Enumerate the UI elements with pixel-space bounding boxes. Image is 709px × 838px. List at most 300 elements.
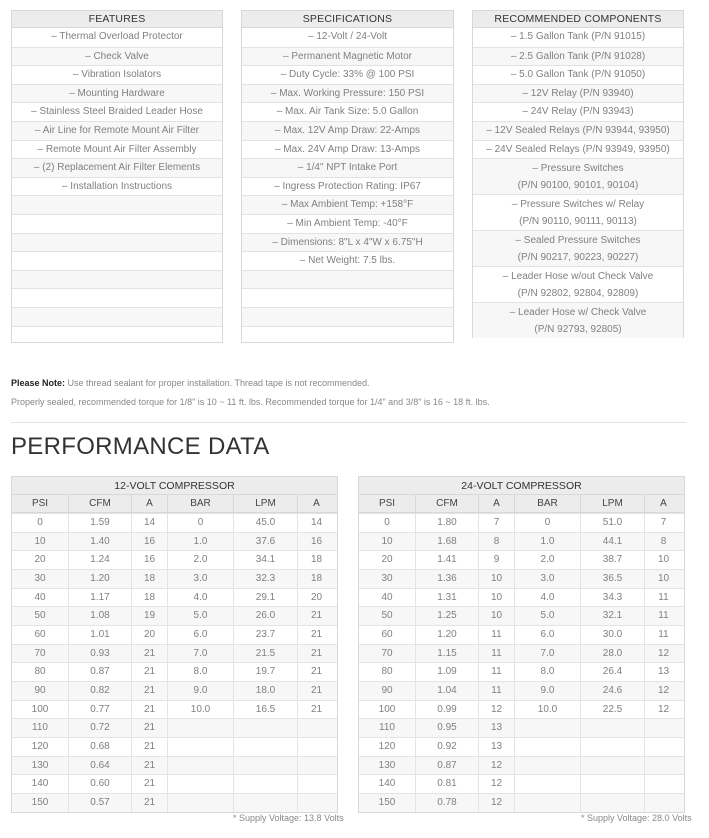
list-item (242, 288, 453, 307)
table-row (12, 662, 337, 681)
table-cell (233, 775, 297, 793)
table-cell: 130 (378, 759, 396, 771)
column-header: PSI (378, 498, 396, 509)
list-item: – Installation Instructions (12, 177, 222, 196)
table-cell: 10 (644, 570, 682, 588)
column-header: LPM (580, 495, 644, 512)
table-cell (644, 775, 682, 793)
table-row (12, 606, 337, 625)
table-row (359, 569, 684, 588)
table-cell: 130 (31, 759, 49, 771)
list-item (12, 270, 222, 289)
component-part-numbers: (P/N 92793, 92805) (534, 324, 622, 336)
table-cell: 1.59 (68, 514, 131, 532)
table-cell: 0.82 (68, 682, 131, 700)
table-cell: 11 (478, 626, 514, 644)
table-cell: 10 (478, 607, 514, 625)
list-item: – Min Ambient Temp: -40°F (242, 214, 453, 233)
table-cell: 12 (478, 794, 514, 812)
table-cell: 21 (297, 701, 335, 719)
table-cell: 20 (381, 554, 393, 566)
table-cell (514, 738, 580, 756)
table-cell: 60 (34, 628, 46, 640)
table-cell (297, 757, 335, 775)
table-cell: 13 (644, 663, 682, 681)
table-cell: 16.5 (233, 701, 297, 719)
list-item (473, 194, 683, 230)
table-cell: 4.0 (167, 589, 233, 607)
table-cell: 9 (478, 551, 514, 569)
table-row (12, 681, 337, 700)
table-cell: 1.25 (415, 607, 478, 625)
table-row (12, 644, 337, 663)
table-cell: 0.78 (415, 794, 478, 812)
table-cell: 18.0 (233, 682, 297, 700)
table-cell: 2.0 (514, 551, 580, 569)
table-cell: 1.80 (415, 514, 478, 532)
table-cell (167, 775, 233, 793)
list-item: – Max. Air Tank Size: 5.0 Gallon (242, 102, 453, 121)
table-cell: 0.87 (415, 757, 478, 775)
table-cell: 19 (131, 607, 167, 625)
table-cell: 11 (644, 626, 682, 644)
list-item: – Stainless Steel Braided Leader Hose (12, 102, 222, 121)
table-cell: 44.1 (580, 533, 644, 551)
table-cell (514, 794, 580, 812)
list-item: – Max. 12V Amp Draw: 22-Amps (242, 121, 453, 140)
table-cell (297, 738, 335, 756)
table-cell: 10 (644, 551, 682, 569)
table-cell: 9.0 (167, 682, 233, 700)
table-cell: 1.68 (415, 533, 478, 551)
table-cell: 0 (384, 517, 390, 528)
table-cell: 23.7 (233, 626, 297, 644)
table-row (359, 756, 684, 775)
table-cell: 12 (478, 701, 514, 719)
table-cell: 51.0 (580, 514, 644, 532)
list-item (473, 266, 683, 302)
torque-note: Properly sealed, recommended torque for 1/8" is 10 ~ 11 ft. lbs. Recommended torque for 1/4" and 3/8" is 16 ~ 18 ft. lbs. (11, 397, 490, 407)
list-item (12, 251, 222, 270)
table-cell: 10.0 (167, 701, 233, 719)
table-row (359, 550, 684, 569)
table-cell: 2.0 (167, 551, 233, 569)
table-row (359, 737, 684, 756)
component-name: – 24V Relay (P/N 93943) (522, 106, 634, 118)
table-cell: 18 (297, 551, 335, 569)
table-cell: 32.1 (580, 607, 644, 625)
list-item (473, 158, 683, 194)
table-cell: 37.6 (233, 533, 297, 551)
table-cell: 30.0 (580, 626, 644, 644)
table-cell: 8 (644, 533, 682, 551)
table-cell (644, 719, 682, 737)
table-cell: 150 (378, 796, 396, 808)
list-item (473, 230, 683, 266)
table-cell: 0 (167, 514, 233, 532)
list-item (12, 195, 222, 214)
table-cell: 36.5 (580, 570, 644, 588)
table-cell: 0.93 (68, 645, 131, 663)
table-cell: 1.24 (68, 551, 131, 569)
features-table (11, 10, 223, 343)
table-cell: 40 (34, 591, 46, 603)
list-item: – Thermal Overload Protector (51, 31, 183, 42)
column-header: BAR (514, 495, 580, 512)
list-item (242, 326, 453, 345)
table-cell: 10 (478, 570, 514, 588)
list-item (12, 307, 222, 326)
table-cell (297, 775, 335, 793)
table-cell: 21 (131, 645, 167, 663)
table-cell: 0.95 (415, 719, 478, 737)
table-cell: 1.17 (68, 589, 131, 607)
table-cell: 20 (131, 626, 167, 644)
column-header: CFM (68, 495, 131, 512)
table-cell: 140 (31, 778, 49, 790)
table-cell: 30 (381, 572, 393, 584)
table-cell: 24.6 (580, 682, 644, 700)
list-item: – Permanent Magnetic Motor (242, 47, 453, 66)
table-cell: 21 (297, 682, 335, 700)
table-row (12, 756, 337, 775)
list-item (12, 233, 222, 252)
table-cell: 50 (381, 610, 393, 622)
table-cell: 10 (34, 535, 46, 547)
component-name: – Pressure Switches (532, 163, 624, 175)
list-item: – Vibration Isolators (12, 65, 222, 84)
table-cell: 0.77 (68, 701, 131, 719)
table-cell: 8 (478, 533, 514, 551)
table-cell (167, 794, 233, 812)
table-cell: 120 (378, 740, 396, 752)
table-cell: 110 (379, 722, 395, 734)
table-cell: 21 (131, 719, 167, 737)
component-name: – Leader Hose w/ Check Valve (509, 307, 647, 319)
list-item (473, 28, 683, 47)
table-cell: 0.72 (68, 719, 131, 737)
column-header: LPM (233, 495, 297, 512)
column-header: A (131, 495, 167, 512)
table-cell: 90 (34, 684, 46, 696)
table-cell: 100 (31, 703, 49, 715)
table-cell (233, 757, 297, 775)
table-cell: 1.41 (415, 551, 478, 569)
features-header: FEATURES (12, 11, 222, 28)
table-cell: 0.60 (68, 775, 131, 793)
section-divider (11, 422, 686, 423)
table-cell: 21 (131, 682, 167, 700)
table-cell: 70 (34, 647, 46, 659)
table-cell: 21 (297, 645, 335, 663)
table-row (359, 700, 684, 719)
component-name: – 5.0 Gallon Tank (P/N 91050) (510, 69, 646, 81)
table-row (12, 700, 337, 719)
table-cell: 12 (644, 701, 682, 719)
table-cell: 50 (34, 610, 46, 622)
table-cell: 38.7 (580, 551, 644, 569)
component-name: – 1.5 Gallon Tank (P/N 91015) (510, 31, 646, 42)
table-cell: 21 (297, 607, 335, 625)
twelve-volt-title: 12-VOLT COMPRESSOR (12, 477, 337, 495)
list-item: – 12-Volt / 24-Volt (308, 31, 387, 42)
table-cell: 5.0 (514, 607, 580, 625)
table-cell: 8.0 (514, 663, 580, 681)
component-part-numbers: (P/N 90217, 90223, 90227) (517, 252, 639, 264)
table-cell (580, 775, 644, 793)
table-cell: 1.15 (415, 645, 478, 663)
table-cell: 11 (478, 645, 514, 663)
table-cell: 21.5 (233, 645, 297, 663)
specifications-table (241, 10, 454, 343)
table-cell: 1.09 (415, 663, 478, 681)
table-cell (167, 738, 233, 756)
list-item: – Max Ambient Temp: +158°F (242, 195, 453, 214)
table-cell (297, 794, 335, 812)
table-cell: 21 (131, 794, 167, 812)
table-row (12, 550, 337, 569)
table-cell: 14 (131, 514, 167, 532)
list-item (473, 140, 683, 159)
table-cell (514, 775, 580, 793)
table-cell: 100 (378, 703, 396, 715)
table-cell: 11 (478, 682, 514, 700)
component-part-numbers: (P/N 92802, 92804, 92809) (517, 288, 639, 300)
list-item: – Ingress Protection Rating: IP67 (242, 177, 453, 196)
table-cell: 10 (381, 535, 393, 547)
table-cell: 0.68 (68, 738, 131, 756)
table-row (359, 662, 684, 681)
table-cell: 10 (478, 589, 514, 607)
table-cell: 1.04 (415, 682, 478, 700)
table-cell: 12 (478, 757, 514, 775)
specifications-header: SPECIFICATIONS (242, 11, 453, 28)
table-cell (167, 719, 233, 737)
column-header: A (644, 495, 682, 512)
component-name: – Sealed Pressure Switches (515, 235, 641, 247)
table-cell: 11 (644, 589, 682, 607)
table-cell: 8.0 (167, 663, 233, 681)
table-cell: 18 (131, 570, 167, 588)
column-header: CFM (415, 495, 478, 512)
twenty-four-volt-table (358, 476, 685, 813)
list-item: – Max. Working Pressure: 150 PSI (242, 84, 453, 103)
table-row (12, 737, 337, 756)
table-cell: 1.40 (68, 533, 131, 551)
table-cell: 16 (131, 533, 167, 551)
table-cell: 110 (32, 722, 48, 734)
list-item: – Net Weight: 7.5 lbs. (242, 251, 453, 270)
table-cell: 20 (34, 554, 46, 566)
list-item (12, 326, 222, 345)
table-cell: 1.20 (415, 626, 478, 644)
table-cell: 90 (381, 684, 393, 696)
table-cell (514, 757, 580, 775)
table-cell: 21 (131, 663, 167, 681)
list-item (12, 214, 222, 233)
table-row (359, 718, 684, 737)
table-cell (580, 794, 644, 812)
table-row (359, 774, 684, 793)
column-headers (12, 495, 337, 513)
table-cell (644, 738, 682, 756)
list-item (473, 102, 683, 121)
list-item (473, 65, 683, 84)
table-cell: 1.20 (68, 570, 131, 588)
list-item (242, 270, 453, 289)
table-cell: 32.3 (233, 570, 297, 588)
table-cell: 14 (297, 514, 335, 532)
list-item (12, 288, 222, 307)
table-cell: 11 (644, 607, 682, 625)
table-cell: 21 (297, 626, 335, 644)
table-cell: 30 (34, 572, 46, 584)
table-cell: 7.0 (167, 645, 233, 663)
component-name: – Pressure Switches w/ Relay (511, 199, 645, 211)
table-row (359, 644, 684, 663)
table-cell: 4.0 (514, 589, 580, 607)
table-row (359, 625, 684, 644)
table-cell: 18 (131, 589, 167, 607)
table-cell: 9.0 (514, 682, 580, 700)
component-name: – 2.5 Gallon Tank (P/N 91028) (510, 50, 646, 62)
table-cell: 70 (381, 647, 393, 659)
table-cell: 16 (297, 533, 335, 551)
table-row (359, 588, 684, 607)
table-cell: 7.0 (514, 645, 580, 663)
column-header: A (297, 495, 335, 512)
table-cell: 21 (131, 757, 167, 775)
table-cell: 60 (381, 628, 393, 640)
table-cell: 150 (31, 796, 49, 808)
list-item: – Mounting Hardware (12, 84, 222, 103)
table-cell: 1.31 (415, 589, 478, 607)
table-cell: 18 (297, 570, 335, 588)
table-cell (233, 719, 297, 737)
table-cell: 13 (478, 738, 514, 756)
twenty-four-volt-footnote: * Supply Voltage: 28.0 Volts (581, 813, 692, 823)
table-cell: 34.3 (580, 589, 644, 607)
table-cell: 26.4 (580, 663, 644, 681)
table-row (12, 532, 337, 551)
list-item (242, 307, 453, 326)
table-cell: 13 (478, 719, 514, 737)
list-item: – Remote Mount Air Filter Assembly (12, 140, 222, 159)
table-cell: 1.0 (514, 533, 580, 551)
table-cell: 80 (381, 666, 393, 678)
table-cell (233, 794, 297, 812)
table-row (359, 793, 684, 812)
table-cell: 29.1 (233, 589, 297, 607)
table-cell: 120 (31, 740, 49, 752)
table-cell (233, 738, 297, 756)
twenty-four-volt-title: 24-VOLT COMPRESSOR (359, 477, 684, 495)
component-name: – 24V Sealed Relays (P/N 93949, 93950) (486, 143, 670, 155)
list-item (473, 84, 683, 103)
table-cell: 0.92 (415, 738, 478, 756)
twelve-volt-footnote: * Supply Voltage: 13.8 Volts (233, 813, 344, 823)
list-item: – Duty Cycle: 33% @ 100 PSI (242, 65, 453, 84)
list-item (473, 121, 683, 140)
table-cell: 1.36 (415, 570, 478, 588)
table-cell: 140 (378, 778, 396, 790)
column-headers (359, 495, 684, 513)
component-name: – Leader Hose w/out Check Valve (502, 271, 654, 283)
table-cell: 80 (34, 666, 46, 678)
table-cell (644, 794, 682, 812)
table-cell (514, 719, 580, 737)
table-cell (580, 757, 644, 775)
list-item: – 1/4" NPT Intake Port (242, 158, 453, 177)
table-cell: 12 (644, 645, 682, 663)
table-cell (580, 738, 644, 756)
table-row (12, 625, 337, 644)
list-item: – Dimensions: 8"L x 4"W x 6.75"H (242, 233, 453, 252)
table-cell: 28.0 (580, 645, 644, 663)
table-cell: 21 (131, 775, 167, 793)
table-cell (167, 757, 233, 775)
performance-title: PERFORMANCE DATA (11, 433, 270, 460)
table-cell: 6.0 (167, 626, 233, 644)
table-cell: 0.57 (68, 794, 131, 812)
table-row (359, 606, 684, 625)
table-cell: 21 (297, 663, 335, 681)
table-cell: 1.0 (167, 533, 233, 551)
table-cell: 20 (297, 589, 335, 607)
table-cell: 0.81 (415, 775, 478, 793)
twelve-volt-table (11, 476, 338, 813)
recommended-components-table (472, 10, 684, 338)
note-label: Please Note: (11, 378, 66, 388)
list-item (473, 302, 683, 338)
table-cell: 5.0 (167, 607, 233, 625)
table-cell: 11 (478, 663, 514, 681)
table-cell: 34.1 (233, 551, 297, 569)
table-cell: 7 (644, 514, 682, 532)
table-cell: 1.01 (68, 626, 131, 644)
table-cell: 21 (131, 701, 167, 719)
table-cell: 0.99 (415, 701, 478, 719)
table-cell: 16 (131, 551, 167, 569)
table-row (359, 681, 684, 700)
list-item: – Check Valve (12, 47, 222, 66)
table-cell (580, 719, 644, 737)
table-cell: 21 (131, 738, 167, 756)
column-header: BAR (167, 495, 233, 512)
component-part-numbers: (P/N 90100, 90101, 90104) (517, 180, 639, 192)
table-cell: 40 (381, 591, 393, 603)
table-cell (297, 719, 335, 737)
table-cell: 0.87 (68, 663, 131, 681)
table-row (359, 513, 684, 532)
list-item: – Air Line for Remote Mount Air Filter (12, 121, 222, 140)
list-item: – (2) Replacement Air Filter Elements (12, 158, 222, 177)
table-cell: 12 (644, 682, 682, 700)
column-header: A (478, 495, 514, 512)
table-row (12, 774, 337, 793)
table-cell: 19.7 (233, 663, 297, 681)
table-row (359, 532, 684, 551)
component-name: – 12V Sealed Relays (P/N 93944, 93950) (486, 124, 670, 136)
table-cell: 45.0 (233, 514, 297, 532)
table-cell (644, 757, 682, 775)
table-cell: 10.0 (514, 701, 580, 719)
table-cell: 6.0 (514, 626, 580, 644)
table-row (12, 793, 337, 812)
thread-sealant-note (11, 378, 370, 388)
table-cell: 7 (478, 514, 514, 532)
table-cell: 3.0 (514, 570, 580, 588)
